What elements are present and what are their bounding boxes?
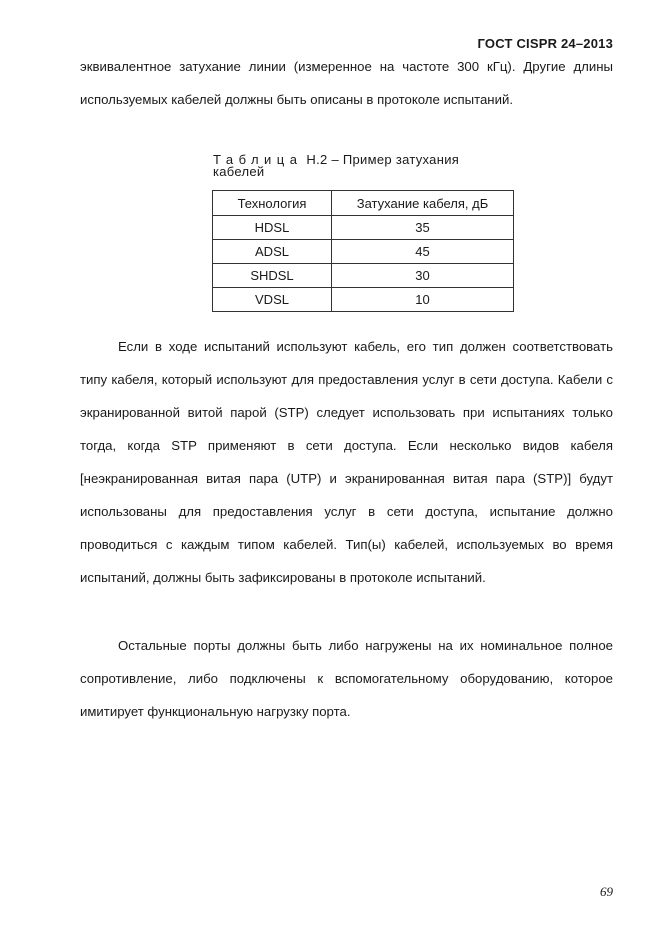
paragraph-cable-type: Если в ходе испытаний используют кабель, его тип должен соответствовать типу кабеля, который используют для предоставления услуг в сети доступа. Кабели с экранированной витой парой (STP) следует использовать при испытаниях только тогда, когда STP применяют в сети доступа. Если несколько видов кабеля [неэкранированная витая пара (UTP) и экранированная витая пара (STP)] будут использованы для предоставления услуг в сети доступа, испытание должно проводиться с каждым типом кабелей. Тип(ы) кабелей, используемых во время испытаний, должны быть зафиксированы в протоколе испытаний.: [80, 339, 613, 585]
table-caption-prefix: Таблица: [213, 152, 303, 167]
table-row: [213, 216, 514, 240]
cell-attenuation: 45: [332, 240, 514, 264]
document-header: ГОСТ CISPR 24–2013: [477, 36, 613, 51]
table-caption-text: Н.2 – Пример затухания кабелей: [213, 152, 460, 179]
page-number: 69: [600, 884, 613, 899]
paragraph-attenuation: эквивалентное затухание линии (измеренное на частоте 300 кГц). Другие длины используемых кабелей должны быть описаны в протоколе испытаний.: [80, 59, 613, 107]
cell-technology: HDSL: [213, 216, 332, 240]
column-header-technology: Технология: [213, 191, 332, 216]
cell-attenuation: 10: [332, 288, 514, 312]
table-caption: [213, 154, 513, 178]
cell-attenuation: 30: [332, 264, 514, 288]
table-row: [213, 264, 514, 288]
cable-attenuation-table: [212, 190, 514, 312]
column-header-attenuation: Затухание кабеля, дБ: [332, 191, 514, 216]
paragraph-other-ports: Остальные порты должны быть либо нагружены на их номинальное полное сопротивление, либо подключены к вспомогательному оборудованию, которое имитирует функциональную нагрузку порта.: [80, 638, 613, 719]
table-row: [213, 240, 514, 264]
cell-technology: VDSL: [213, 288, 332, 312]
cell-technology: ADSL: [213, 240, 332, 264]
table-row: [213, 288, 514, 312]
cell-attenuation: 35: [332, 216, 514, 240]
cell-technology: SHDSL: [213, 264, 332, 288]
table-header-row: [213, 191, 514, 216]
